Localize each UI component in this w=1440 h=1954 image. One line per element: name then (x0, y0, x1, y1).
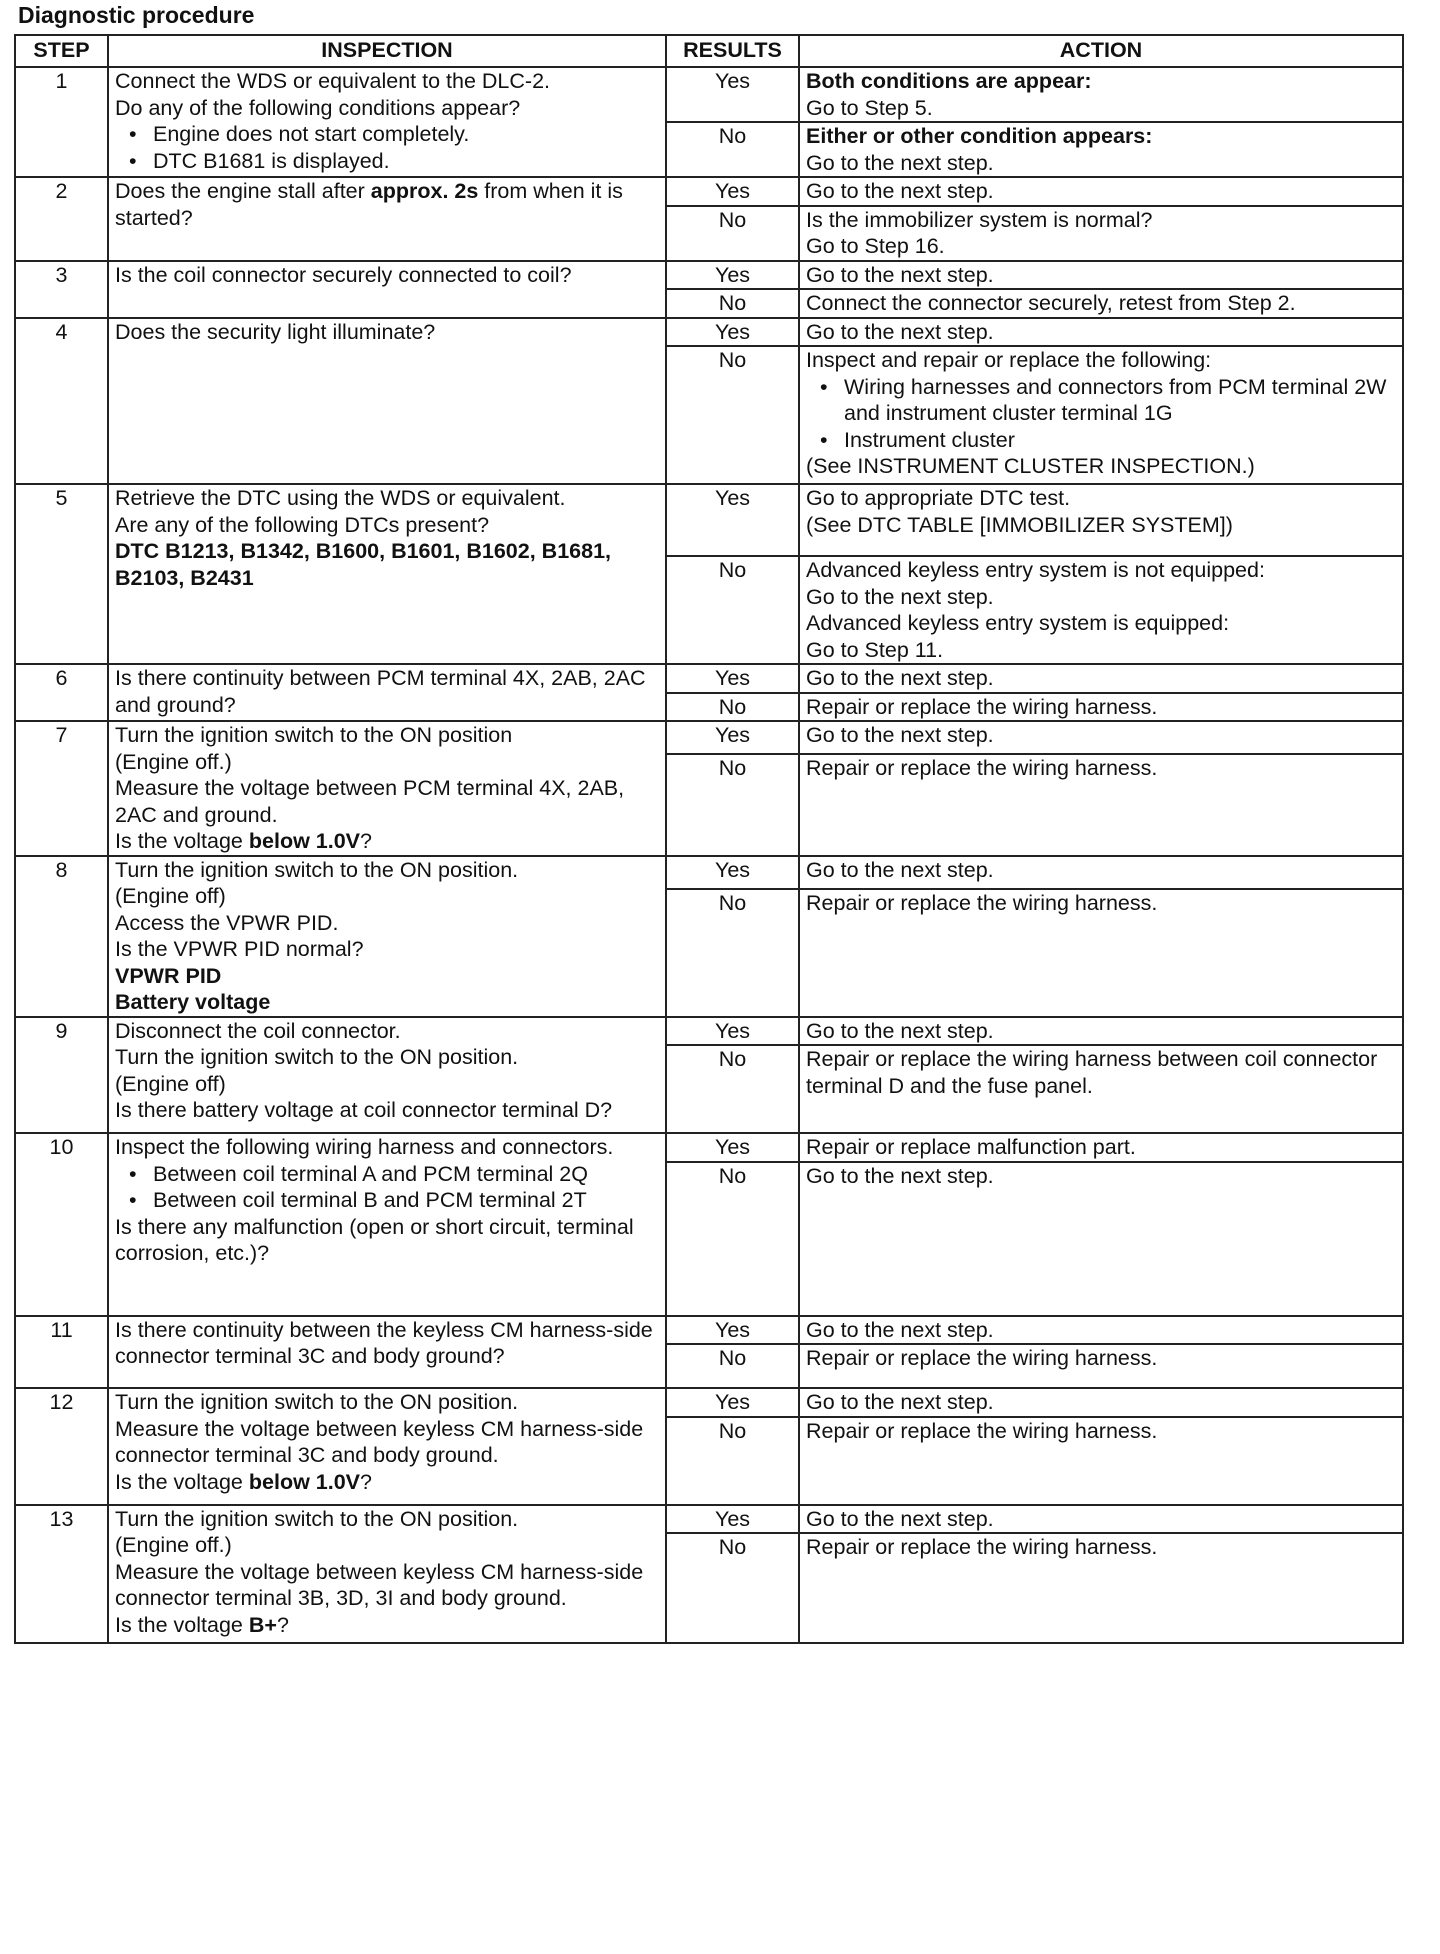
text-segment: Repair or replace the wiring harness. (806, 1418, 1158, 1443)
text-line (806, 150, 1396, 177)
text-segment: Repair or replace the wiring harness. (806, 1346, 1158, 1370)
text-line (806, 178, 1396, 205)
text-segment: Is the coil connector securely connected to coil? (115, 262, 572, 287)
text-line (806, 290, 1396, 317)
result-no: No (666, 693, 799, 722)
step-number: 9 (15, 1017, 108, 1134)
text-segment: Go to the next step. (806, 1390, 994, 1414)
page-title: Diagnostic procedure (18, 2, 255, 28)
result-no: No (666, 754, 799, 856)
text-line (806, 512, 1396, 539)
action-cell (799, 1417, 1403, 1505)
text-segment: Do any of the following conditions appear? (115, 95, 521, 120)
diagnostic-table (14, 34, 1404, 1644)
result-no: No (666, 206, 799, 261)
action-cell (799, 1133, 1403, 1162)
text-line (115, 1071, 659, 1098)
action-cell (799, 1045, 1403, 1133)
inspection-cell (108, 856, 666, 1017)
inspection-cell (108, 664, 666, 721)
step-number: 4 (15, 318, 108, 485)
text-segment: Turn the ignition switch to the ON position. (115, 1390, 519, 1414)
result-yes: Yes (666, 484, 799, 556)
text-line (115, 828, 659, 855)
text-line (115, 1469, 659, 1496)
action-cell (799, 889, 1403, 1017)
text-line (806, 1163, 1396, 1190)
text-segment: Go to Step 16. (806, 234, 945, 258)
step-number: 2 (15, 177, 108, 261)
text-segment: Retrieve the DTC using the WDS or equivalent. (115, 486, 566, 510)
inspection-cell (108, 318, 666, 485)
text-segment: (Engine off.) (115, 749, 232, 774)
text-line (115, 262, 659, 289)
text-line (806, 1418, 1396, 1445)
step-number: 3 (15, 261, 108, 318)
bold-text: VPWR PID (115, 963, 222, 988)
result-yes: Yes (666, 261, 799, 290)
action-cell (799, 346, 1403, 484)
step-number: 11 (15, 1316, 108, 1389)
table-row (15, 721, 1403, 754)
result-no: No (666, 1045, 799, 1133)
text-line (115, 883, 659, 910)
text-line (806, 1317, 1396, 1344)
text-line (806, 1345, 1396, 1372)
text-segment: Go to Step 5. (806, 95, 933, 120)
inspection-cell (108, 261, 666, 318)
text-segment: Measure the voltage between keyless CM harness-side connector terminal 3B, 3D, 3I and body ground. (115, 1559, 644, 1610)
text-segment: Go to the next step. (806, 179, 994, 203)
text-segment: Measure the voltage between PCM terminal 4X, 2AB, 2AC and ground. (115, 776, 625, 827)
text-segment: Measure the voltage between keyless CM harness-side connector terminal 3C and body ground. (115, 1416, 644, 1467)
step-number: 7 (15, 721, 108, 856)
action-cell (799, 556, 1403, 664)
action-cell (799, 122, 1403, 177)
action-cell (799, 289, 1403, 318)
action-cell (799, 1533, 1403, 1643)
text-segment: (Engine off) (115, 884, 226, 908)
text-line (115, 936, 659, 963)
text-line (115, 1532, 659, 1559)
text-segment: Go to the next step. (806, 1506, 994, 1531)
text-line (806, 1534, 1396, 1561)
text-segment: Advanced keyless entry system is equipped: (806, 611, 1230, 635)
action-cell (799, 1017, 1403, 1046)
text-segment: (See INSTRUMENT CLUSTER INSPECTION.) (806, 454, 1255, 478)
bold-text: approx. 2s (370, 179, 479, 203)
text-line (115, 1612, 659, 1639)
inspection-cell (108, 1133, 666, 1316)
text-segment: Go to the next step. (806, 723, 994, 747)
result-yes: Yes (666, 856, 799, 889)
text-line (115, 749, 659, 776)
text-segment: Turn the ignition switch to the ON position. (115, 1045, 519, 1069)
step-number: 8 (15, 856, 108, 1017)
text-segment: Go to the next step. (806, 1317, 994, 1342)
text-segment: Repair or replace the wiring harness. (806, 755, 1158, 780)
text-segment: Connect the WDS or equivalent to the DLC-2. (115, 69, 550, 93)
result-yes: Yes (666, 318, 799, 347)
text-line (115, 1214, 659, 1267)
table-row (15, 1017, 1403, 1046)
text-line (115, 665, 659, 718)
text-segment: Is there any malfunction (open or short circuit, terminal corrosion, etc.)? (115, 1214, 634, 1265)
text-segment: Access the VPWR PID. (115, 910, 339, 935)
text-line (115, 95, 659, 122)
bold-text: below 1.0V (248, 829, 360, 853)
action-cell (799, 693, 1403, 722)
result-no: No (666, 556, 799, 664)
result-yes: Yes (666, 721, 799, 754)
inspection-cell (108, 1017, 666, 1134)
action-cell (799, 856, 1403, 889)
text-segment: Does the security light illuminate? (115, 319, 436, 344)
table-row (15, 484, 1403, 556)
text-segment: Go to Step 11. (806, 637, 944, 662)
result-no: No (666, 1417, 799, 1505)
text-line (806, 207, 1396, 234)
text-line (806, 1389, 1396, 1416)
action-cell (799, 261, 1403, 290)
bullet-item: • Between coil terminal A and PCM terminal 2Q (115, 1161, 659, 1188)
result-yes: Yes (666, 67, 799, 122)
result-no: No (666, 1533, 799, 1643)
bullet-list (806, 374, 1396, 454)
text-segment: Is the voltage (115, 829, 249, 853)
text-line (115, 1389, 659, 1416)
text-line (806, 890, 1396, 917)
result-no: No (666, 289, 799, 318)
header-action: ACTION (799, 35, 1403, 67)
text-line (806, 485, 1396, 512)
text-line (806, 665, 1396, 692)
text-line (115, 1317, 659, 1370)
header-inspection: INSPECTION (108, 35, 666, 67)
header-step: STEP (15, 35, 108, 67)
text-line (806, 453, 1396, 480)
inspection-cell (108, 1316, 666, 1389)
bold-text: DTC B1213, B1342, B1600, B1601, B1602, B1681, B2103, B2431 (115, 539, 612, 590)
text-segment: Is there continuity between the keyless CM harness-side connector terminal 3C and body ground? (115, 1317, 653, 1368)
text-line (806, 1018, 1396, 1045)
table-row (15, 177, 1403, 206)
step-number: 6 (15, 664, 108, 721)
text-line (115, 512, 659, 539)
result-yes: Yes (666, 177, 799, 206)
text-segment: Is the voltage (115, 1612, 249, 1637)
result-yes: Yes (666, 664, 799, 693)
action-cell (799, 664, 1403, 693)
text-segment: Disconnect the coil connector. (115, 1018, 401, 1043)
action-cell (799, 1316, 1403, 1345)
document (14, 0, 1402, 1644)
text-segment: from when it is started? (115, 179, 623, 230)
bold-text: Either or other condition appears: (806, 124, 1153, 148)
result-no: No (666, 346, 799, 484)
text-segment: Is the immobilizer system is normal? (806, 207, 1153, 232)
text-line (806, 233, 1396, 260)
text-line (115, 1506, 659, 1533)
text-line (115, 1044, 659, 1071)
text-line (806, 610, 1396, 637)
table-row (15, 318, 1403, 347)
text-line (806, 347, 1396, 374)
result-yes: Yes (666, 1505, 799, 1534)
text-segment: Go to the next step. (806, 584, 994, 609)
text-line (115, 1018, 659, 1045)
text-line (806, 1134, 1396, 1161)
text-line (115, 989, 659, 1016)
text-segment: Go to the next step. (806, 262, 994, 287)
text-segment: Go to the next step. (806, 150, 994, 175)
bold-text: Battery voltage (115, 990, 271, 1014)
text-line (806, 319, 1396, 346)
inspection-cell (108, 177, 666, 261)
action-cell (799, 1505, 1403, 1534)
text-line (806, 95, 1396, 122)
table-row (15, 1388, 1403, 1417)
text-segment: Repair or replace the wiring harness. (806, 1535, 1158, 1559)
bullet-item: • Instrument cluster (806, 427, 1396, 454)
bold-text: B+ (248, 1612, 277, 1637)
text-line (115, 1416, 659, 1469)
step-number: 5 (15, 484, 108, 664)
action-cell (799, 318, 1403, 347)
text-segment: Turn the ignition switch to the ON position. (115, 1506, 519, 1531)
action-cell (799, 177, 1403, 206)
text-line (115, 319, 659, 346)
text-segment: (Engine off.) (115, 1533, 232, 1557)
action-cell (799, 1388, 1403, 1417)
table-row (15, 856, 1403, 889)
text-segment: Go to the next step. (806, 1163, 994, 1188)
step-number: 13 (15, 1505, 108, 1644)
text-segment: (Engine off) (115, 1071, 226, 1096)
text-line (806, 68, 1396, 95)
text-segment: Repair or replace the wiring harness. (806, 694, 1158, 719)
text-segment: Go to the next step. (806, 857, 994, 882)
action-cell (799, 1344, 1403, 1388)
result-no: No (666, 122, 799, 177)
text-segment: Are any of the following DTCs present? (115, 512, 490, 537)
text-line (806, 637, 1396, 664)
step-number: 1 (15, 67, 108, 177)
text-line (115, 68, 659, 95)
step-number: 10 (15, 1133, 108, 1316)
text-segment: Go to the next step. (806, 1018, 994, 1043)
text-segment: Does the engine stall after (115, 179, 371, 203)
text-line (806, 722, 1396, 749)
text-segment: Turn the ignition switch to the ON position (115, 723, 513, 747)
text-segment: Go to the next step. (806, 666, 994, 690)
text-segment: Is the VPWR PID normal? (115, 937, 364, 961)
text-line (806, 262, 1396, 289)
text-segment: ? (276, 1612, 289, 1637)
text-line (115, 857, 659, 884)
table-row (15, 1316, 1403, 1345)
text-segment: Inspect and repair or replace the following: (806, 348, 1212, 372)
result-yes: Yes (666, 1133, 799, 1162)
text-line (115, 722, 659, 749)
inspection-cell (108, 1505, 666, 1644)
action-cell (799, 206, 1403, 261)
action-cell (799, 1162, 1403, 1316)
text-line (115, 178, 659, 231)
bullet-list (115, 121, 659, 174)
table-row (15, 1133, 1403, 1162)
text-line (806, 694, 1396, 721)
text-segment: Turn the ignition switch to the ON position. (115, 857, 519, 882)
action-cell (799, 484, 1403, 556)
result-yes: Yes (666, 1316, 799, 1345)
table-row (15, 261, 1403, 290)
bullet-item: • Wiring harnesses and connectors from PCM terminal 2W and instrument cluster terminal 1G (806, 374, 1396, 427)
text-segment: Inspect the following wiring harness and connectors. (115, 1135, 614, 1159)
text-line (115, 910, 659, 937)
text-line (806, 1046, 1396, 1099)
bullet-item: • DTC B1681 is displayed. (115, 148, 659, 175)
text-segment: Repair or replace the wiring harness between coil connector terminal D and the fuse panel. (806, 1047, 1378, 1098)
text-segment: Advanced keyless entry system is not equipped: (806, 558, 1265, 582)
text-line (115, 963, 659, 990)
text-line (115, 538, 659, 591)
action-cell (799, 754, 1403, 856)
text-segment: Is the voltage (115, 1469, 249, 1494)
step-number: 12 (15, 1388, 108, 1505)
result-no: No (666, 1162, 799, 1316)
action-cell (799, 67, 1403, 122)
result-no: No (666, 889, 799, 1017)
table-row (15, 1505, 1403, 1534)
inspection-cell (108, 484, 666, 664)
text-segment: Is there continuity between PCM terminal 4X, 2AB, 2AC and ground? (115, 666, 646, 717)
text-line (115, 485, 659, 512)
text-segment: Go to the next step. (806, 319, 994, 344)
bold-text: Both conditions are appear: (806, 69, 1092, 93)
result-yes: Yes (666, 1388, 799, 1417)
result-no: No (666, 1344, 799, 1388)
result-yes: Yes (666, 1017, 799, 1046)
table-header-row (15, 35, 1403, 67)
inspection-cell (108, 1388, 666, 1505)
text-line (115, 775, 659, 828)
text-segment: Repair or replace the wiring harness. (806, 890, 1158, 915)
text-segment: Connect the connector securely, retest from Step 2. (806, 291, 1296, 315)
text-segment: ? (360, 829, 372, 853)
bullet-list (115, 1161, 659, 1214)
text-line (806, 557, 1396, 584)
header-results: RESULTS (666, 35, 799, 67)
bullet-item: • Engine does not start completely. (115, 121, 659, 148)
action-cell (799, 721, 1403, 754)
text-segment: Repair or replace malfunction part. (806, 1135, 1136, 1159)
text-line (806, 584, 1396, 611)
bullet-item: • Between coil terminal B and PCM terminal 2T (115, 1187, 659, 1214)
text-segment: (See DTC TABLE [IMMOBILIZER SYSTEM]) (806, 512, 1233, 537)
text-segment: Is there battery voltage at coil connector terminal D? (115, 1098, 613, 1122)
text-line (806, 123, 1396, 150)
text-line (806, 755, 1396, 782)
inspection-cell (108, 721, 666, 856)
inspection-cell (108, 67, 666, 177)
text-line (806, 857, 1396, 884)
bold-text: below 1.0V (248, 1469, 360, 1494)
text-line (115, 1097, 659, 1124)
text-segment: Go to appropriate DTC test. (806, 486, 1071, 510)
text-line (115, 1559, 659, 1612)
text-line (115, 1134, 659, 1161)
text-line (806, 1506, 1396, 1533)
text-segment: ? (360, 1469, 372, 1494)
table-row (15, 664, 1403, 693)
table-row (15, 67, 1403, 122)
